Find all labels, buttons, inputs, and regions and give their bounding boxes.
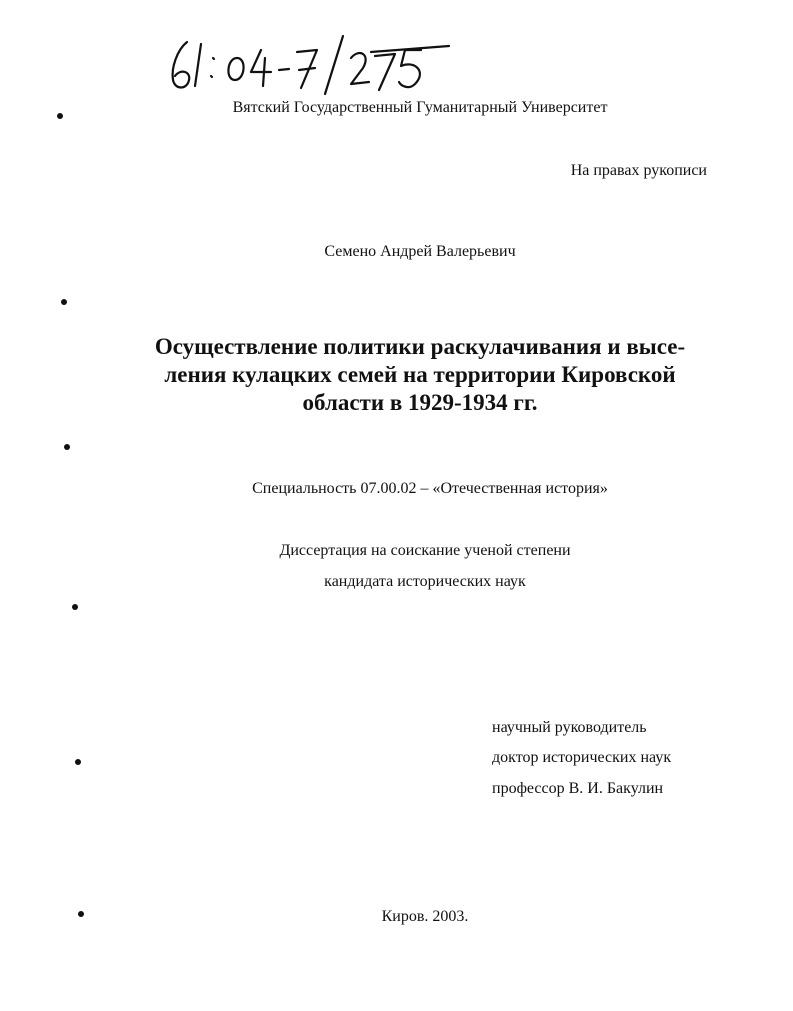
title-line: Осуществление политики раскулачивания и высе- <box>154 334 686 359</box>
degree-statement: кандидата исторических наук <box>324 573 526 590</box>
author-name: Семено Андрей Валерьевич <box>324 243 516 260</box>
binding-mark <box>78 911 84 917</box>
supervisor-role: научный руководитель <box>492 719 647 736</box>
binding-mark <box>57 113 63 119</box>
city-year: Киров. 2003. <box>381 908 469 925</box>
dissertation-title <box>120 333 720 417</box>
title-line: области в 1929-1934 гг. <box>302 390 538 415</box>
handwritten-registration-code <box>165 28 455 98</box>
binding-mark <box>75 759 81 765</box>
binding-mark <box>64 444 70 450</box>
university-name: Вятский Государственный Гуманитарный Университет <box>232 99 608 116</box>
supervisor-degree: доктор исторических наук <box>492 749 672 766</box>
speciality-line: Специальность 07.00.02 – «Отечественная история» <box>252 480 608 497</box>
supervisor-name: профессор В. И. Бакулин <box>492 780 664 797</box>
title-line: ления кулацких семей на территории Кировской <box>164 362 676 387</box>
binding-mark <box>72 604 78 610</box>
manuscript-rights-note: На правах рукописи <box>570 162 707 179</box>
dissertation-statement: Диссертация на соискание ученой степени <box>279 542 571 559</box>
binding-mark <box>61 299 67 305</box>
